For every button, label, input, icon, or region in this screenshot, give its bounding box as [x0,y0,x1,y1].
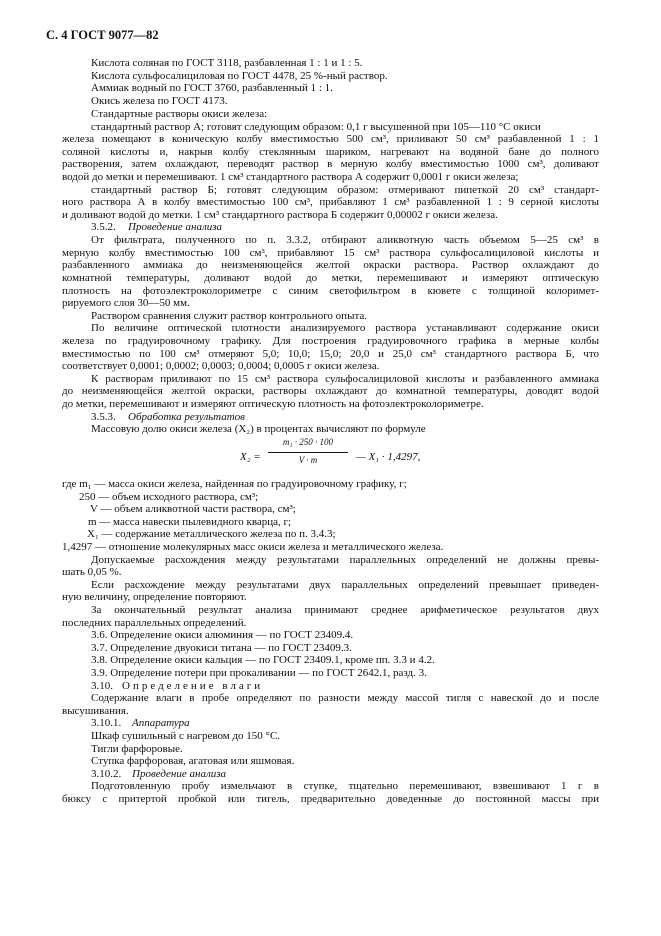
formula-lhs: X₂ = [240,451,261,463]
text-line: Стандартные растворы окиси железа: [91,108,268,120]
text-line: 3.8. Определение окиси кальция — по ГОСТ 23409.1, кроме пп. 3.3 и 4.2. [91,654,435,666]
text-line: 3.6. Определение окиси алюминия — по ГОСТ 23409.4. [91,629,354,641]
variable-definition: 250 — объем исходного раствора, см³; [79,491,259,503]
variable-definition: где m₁ — масса окиси железа, найденная по градуировочному графику, г; [62,478,407,490]
text-line: шать 0,05 %. [62,566,122,578]
text-line: бюксу с притертой пробкой или тигель, предварительно доведенные до постоянной массы при [62,793,599,805]
text-line: За окончательный результат анализа принимают среднее арифметическое результатов двух [91,604,599,616]
section-number: 3.5.2. [91,221,116,233]
text-line: Если расхождение между результатами двух параллельных определений превышает приведен- [91,579,599,591]
text-line: последних параллельных определений. [62,617,247,629]
text-line: железа по градуировочному графику. Для построения градуировочного графика в мерные колбы [62,335,599,347]
text-line: стандартный раствор А; готовят следующим образом: 0,1 г высушенной при 105—110 °С окиси [91,121,541,133]
section-title: Проведение анализа [128,221,223,233]
formula-rest: — X₁ · 1,4297, [356,451,421,463]
text-line: 3.7. Определение двуокиси титана — по ГОСТ 23409.3. [91,642,352,654]
section-title: Проведение анализа [132,768,227,780]
section-title: Определение влаги [122,680,264,692]
text-line: растворения, затем охлаждают, переводят раствор в мерную колбу вместимостью 1000 см³, доливают [62,158,599,170]
section-title: Аппаратура [132,717,190,729]
text-line: Подготовленную пробу измельчают в ступке, тщательно перемешивают, взвешивают 1 г в [91,780,599,792]
text-line: Шкаф сушильный с нагревом до 150 °С. [91,730,281,742]
variable-definition: m — масса навески пылевидного кварца, г; [88,516,292,528]
text-line: Тигли фарфоровые. [91,743,183,755]
text-line: Окись железа по ГОСТ 4173. [91,95,228,107]
text-line: Кислота соляная по ГОСТ 3118, разбавленная 1 : 1 и 1 : 5. [91,57,363,69]
fraction-bar [268,452,348,453]
section-number: 3.10. [91,680,113,692]
text-line: мерную колбу вместимостью 100 см³, прибавляют 15 см³ раствора сульфосалициловой кислоты и [62,247,599,259]
variable-definition: X₁ — содержание металлического железа по п. 3.4.3; [87,528,336,540]
variable-definition: V — объем аликвотной части раствора, см³; [90,503,296,515]
text-line: Массовую долю окиси железа (X₂) в процентах вычисляют по формуле [91,423,426,435]
section-number: 3.10.2. [91,768,122,780]
text-line: железа помещают в коническую колбу вместимостью 500 см³, приливают 50 см³ разбавленной 1 : 1 [62,133,599,145]
text-line: Аммиак водный по ГОСТ 3760, разбавленный 1 : 1. [91,82,333,94]
formula-numerator: m₁ · 250 · 100 [282,437,334,447]
text-line: Кислота сульфосалициловая по ГОСТ 4478, 25 %-ный раствор. [91,70,388,82]
section-number: 3.10.1. [91,717,122,729]
text-line: и доливают водой до метки. 1 см³ стандартного раствора Б содержит 0,00002 г окиси железа. [62,209,498,221]
text-line: Допускаемые расхождения между результатами параллельных определений не должны превы- [91,554,599,566]
section-number: 3.5.3. [91,411,116,423]
text-line: соответствует 0,0001; 0,0002; 0,0003; 0,0004; 0,0005 г окиси железа. [62,360,380,372]
page-header: С. 4 ГОСТ 9077—82 [46,28,159,42]
formula-denominator: V · m [298,455,318,465]
text-line: комнатной температуры, доливают водой до метки, перемешивают и измеряют оптическую [62,272,599,284]
variable-definition: 1,4297 — отношение молекулярных масс окиси железа и металлического железа. [62,541,444,553]
text-line: ного раствора А в колбу вместимостью 100 см³, прибавляют 1 см³ разбавленной 1 : 9 серной кислоты [62,196,599,208]
text-line: ную величину, определение повторяют. [62,591,247,603]
text-line: стандартный раствор Б; готовят следующим образом: отмеривают пипеткой 20 см³ стандарт- [91,184,599,196]
text-line: вместимостью по 100 см³ отмеряют 5,0; 10,0; 15,0; 20,0 и 25,0 см³ стандартного раствора Б, что [62,348,599,360]
text-line: до неизменяющейся желтой окраски, растворы охлаждают до комнатной температуры, доводят водой [62,385,599,397]
text-line: К растворам приливают по 15 см³ раствора сульфосалициловой кислоты и разбавленного аммиака [91,373,599,385]
text-line: рируемого слоя 30—50 мм. [62,297,190,309]
text-line: От фильтрата, полученного по п. 3.3.2, отбирают аликвотную часть объемом 5—25 см³ в [91,234,599,246]
text-line: Раствором сравнения служит раствор контрольного опыта. [91,310,368,322]
text-line: Ступка фарфоровая, агатовая или яшмовая. [91,755,295,767]
text-line: плотность на фотоэлектроколориметре с синим светофильтром в кювете с толщиной колоримет- [62,285,599,297]
text-line: Содержание влаги в пробе определяют по разности между массой тигля с навеской до и после [91,692,599,704]
text-line: По величине оптической плотности анализируемого раствора устанавливают содержание окиси [91,322,599,334]
text-line: высушивания. [62,705,129,717]
text-line: водой до метки и перемешивают. 1 см³ стандартного раствора А содержит 0,0001 г окиси железа; [62,171,519,183]
text-line: 3.9. Определение потери при прокаливании — по ГОСТ 2642.1, разд. 3. [91,667,427,679]
text-line: соляной кислоты и, накрыв колбу стеклянным шариком, нагревают на водяной бане до полного [62,146,599,158]
section-title: Обработка результатов [128,411,245,423]
text-line: до метки, перемешивают и измеряют оптическую плотность на фотоэлектроколориметре. [62,398,484,410]
text-line: разбавленного аммиака до неизменяющейся желтой окраски раствора. Раствор охлаждают до [62,259,599,271]
